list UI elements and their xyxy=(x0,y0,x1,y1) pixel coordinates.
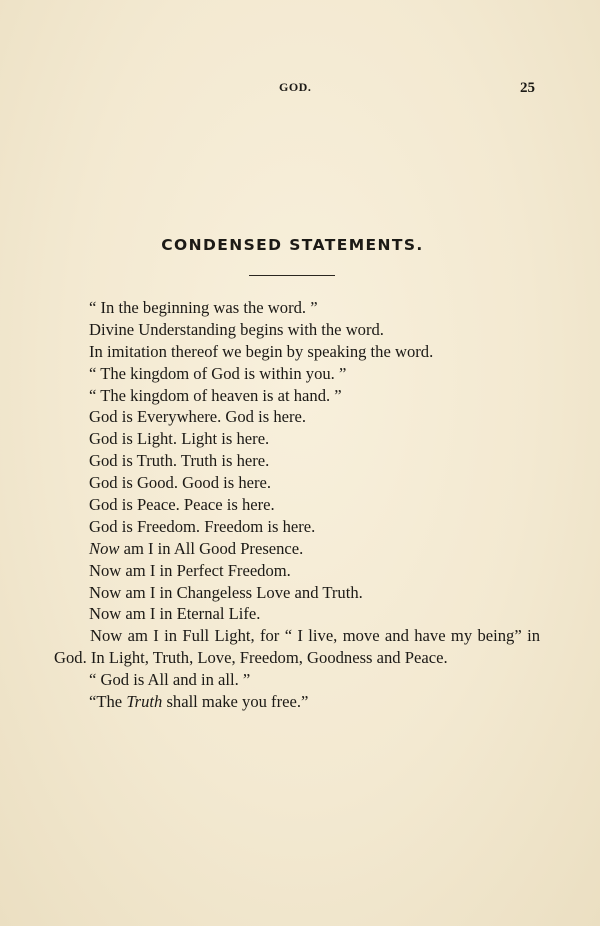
final-before: “The xyxy=(89,692,127,712)
running-head xyxy=(0,80,600,100)
page-number: 25 xyxy=(520,80,535,96)
statement-line-now xyxy=(0,538,600,560)
statement-line: In imitation thereof we begin by speaking the word. xyxy=(89,341,434,361)
heading-rule xyxy=(249,275,335,276)
statement-line: Now am I in Eternal Life. xyxy=(89,604,261,624)
statement-line: God is Peace. Peace is here. xyxy=(89,495,275,515)
now-emphasis: Now xyxy=(89,538,120,558)
statement-line: God is Everywhere. God is here. xyxy=(89,407,307,427)
now-rest: am I in All Good Presence. xyxy=(119,538,304,558)
statement-line: “ In the beginning was the word. ” xyxy=(89,298,318,317)
statement-line: Now am I in Perfect Freedom. xyxy=(89,560,291,580)
statement-line: God is Freedom. Freedom is here. xyxy=(89,516,316,536)
statement-line: “ God is All and in all. ” xyxy=(89,670,251,690)
statements-body xyxy=(0,297,600,713)
running-title: GOD. xyxy=(279,80,312,94)
statement-line: God is Good. Good is here. xyxy=(89,473,272,493)
truth-emphasis: Truth xyxy=(126,692,163,712)
section-heading: CONDENSED STATEMENTS. xyxy=(161,236,424,254)
final-after: shall make you free.” xyxy=(162,692,309,712)
final-line xyxy=(0,691,600,713)
statement-line: God is Light. Light is here. xyxy=(89,429,270,449)
statement-line: “ The kingdom of God is within you. ” xyxy=(89,363,347,383)
statement-line: Now am I in Changeless Love and Truth. xyxy=(89,582,363,602)
full-light-paragraph: Now am I in Full Light, for “ I live, move and have my being” in God. In Light, Truth, Love, Freedom, Goodness and Peace. xyxy=(54,626,540,668)
statement-line: “ The kingdom of heaven is at hand. ” xyxy=(89,385,342,405)
statement-line: Divine Understanding begins with the word. xyxy=(89,319,384,339)
statement-line: God is Truth. Truth is here. xyxy=(89,451,270,471)
